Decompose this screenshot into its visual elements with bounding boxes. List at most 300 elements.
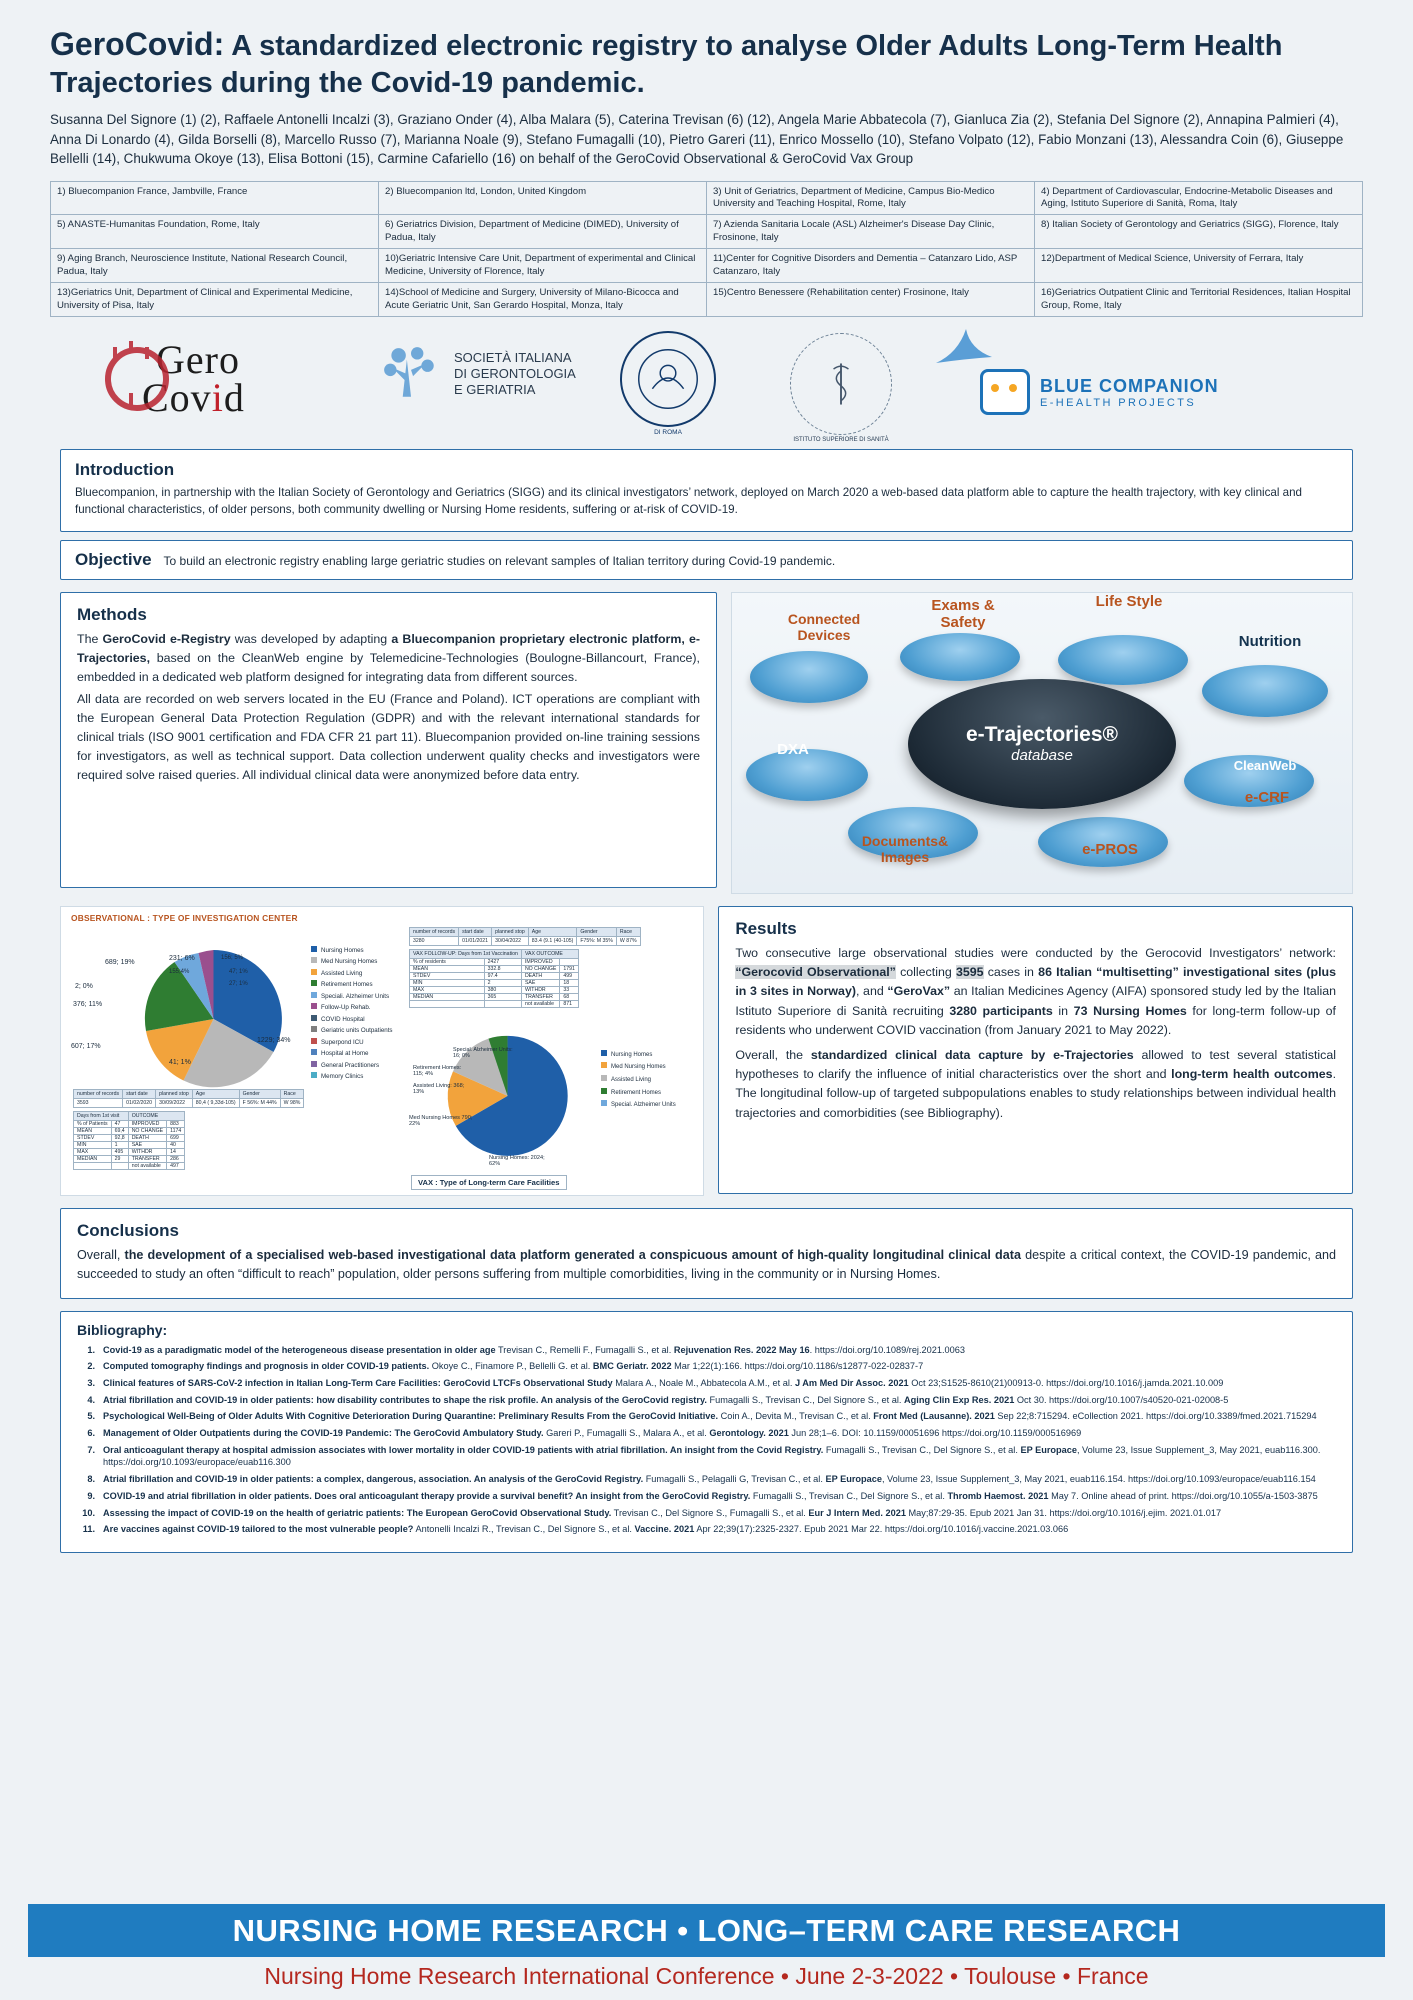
affiliation-text: Italian Society of Gerontology and Geriatrics (SIGG), Florence, Italy bbox=[1052, 219, 1339, 231]
ref-title: Management of Older Outpatients during the COVID-19 Pandemic: The GeroCovid Ambulatory Study. bbox=[103, 1428, 544, 1439]
affiliation-number: 3) bbox=[713, 185, 722, 197]
vax2-td: STDEV bbox=[410, 972, 485, 979]
vax-th: start date bbox=[459, 927, 492, 936]
vax2-td: 18 bbox=[560, 979, 579, 986]
legend-label: Geriatric units Outpatients bbox=[321, 1027, 393, 1035]
affiliation-text: Aging Branch, Neuroscience Institute, National Research Council, Padua, Italy bbox=[57, 253, 348, 277]
label-exams-safety: Exams & Safety bbox=[931, 596, 995, 632]
vax2-td bbox=[560, 958, 579, 965]
vax-pie-label-retirement: Retirement Homes: 115; 4% bbox=[413, 1064, 462, 1077]
obs2-td: 495 bbox=[111, 1148, 128, 1155]
affiliation-number: 8) bbox=[1041, 219, 1050, 231]
vax2-td: IMPROVED bbox=[521, 958, 559, 965]
ref-authors: Trevisan C., Remelli F., Fumagalli S., et al. bbox=[495, 1344, 674, 1355]
ref-detail: Sep 22;8:715294. eCollection 2021. https://doi.org/10.3389/fmed.2021.715294 bbox=[994, 1411, 1317, 1422]
legend-label: Hospital at Home bbox=[321, 1050, 369, 1058]
table-row bbox=[74, 1141, 185, 1148]
ref-journal: Vaccine. 2021 bbox=[634, 1524, 695, 1535]
vax2-td: not available bbox=[521, 1000, 559, 1007]
legend-label: Assisted Living bbox=[321, 969, 363, 977]
res-p1-a: Two consecutive large observational studies were conducted by the Gerocovid Investigators’ network: bbox=[735, 945, 1336, 960]
obs2-td: TRANSFER bbox=[128, 1155, 166, 1162]
ref-authors: Fumagalli S., Trevisan C., Del Signore S., et al. bbox=[706, 1394, 905, 1405]
vax2-td: 499 bbox=[560, 972, 579, 979]
ref-body bbox=[103, 1344, 965, 1357]
disc-connected-devices bbox=[750, 651, 868, 703]
bluecompanion-logo bbox=[980, 369, 1219, 415]
obs2-td: not available bbox=[128, 1162, 166, 1169]
ref-authors: Gareri P., Fumagalli S., Malara A., et al. bbox=[543, 1428, 710, 1439]
unicampus-caption: DI ROMA bbox=[654, 429, 682, 437]
list-item bbox=[77, 1507, 1336, 1520]
ref-number: 6. bbox=[87, 1428, 95, 1439]
ref-number: 10. bbox=[82, 1507, 95, 1518]
legend-swatch bbox=[311, 957, 317, 963]
objective-heading: Objective bbox=[75, 549, 152, 569]
covid-d: d bbox=[223, 375, 245, 421]
vax-pie-label-assisted: Assisted Living: 368; 13% bbox=[413, 1082, 465, 1095]
ref-journal: Gerontology. 2021 bbox=[709, 1428, 789, 1439]
legend-label: Med Nursing Homes bbox=[321, 958, 378, 966]
ref-journal: BMC Geriatr. 2022 bbox=[592, 1361, 672, 1372]
legend-swatch bbox=[601, 1100, 607, 1106]
observational-chart-title: OBSERVATIONAL : TYPE OF INVESTIGATION CENTER bbox=[71, 912, 298, 923]
obs2-td: MIN bbox=[74, 1141, 112, 1148]
legend-label: Retirement Homes bbox=[611, 1089, 662, 1096]
vax2-th: VAX OUTCOME bbox=[521, 949, 578, 958]
affiliation-number: 6) bbox=[385, 219, 394, 231]
res-p1-i: an Italian Medicines Agency (AIFA) sponsored study led by the Italian Istituto Superiore di Sanità recruiting bbox=[735, 984, 1336, 1018]
affiliation-text: Geriatrics Division, Department of Medicine (DIMED), University of Padua, Italy bbox=[385, 219, 679, 243]
methods-p1-a: The bbox=[77, 631, 103, 646]
res-p1-l: 73 Nursing Homes bbox=[1073, 1003, 1187, 1018]
obs-td: 01/02/2020 bbox=[123, 1098, 156, 1107]
list-item bbox=[77, 1523, 1336, 1536]
table-row bbox=[410, 993, 579, 1000]
methods-heading: Methods bbox=[77, 604, 147, 624]
legend-swatch bbox=[311, 1026, 317, 1032]
ref-title: Are vaccines against COVID-19 tailored to the most vulnerable people? bbox=[103, 1524, 414, 1535]
vax-th: planned stop bbox=[492, 927, 529, 936]
ref-number: 9. bbox=[87, 1490, 95, 1501]
obs-th: planned stop bbox=[156, 1089, 193, 1098]
obs2-td: 497 bbox=[167, 1162, 185, 1169]
vax-legend bbox=[601, 1049, 676, 1112]
introduction-heading: Introduction bbox=[75, 460, 175, 480]
res-p2-e: . The longitudinal follow-up of targeted subpopulations enables to study relationships between individual health trajectories and comorbidities (see Bibliography). bbox=[735, 1067, 1337, 1120]
res-p2-a: Overall, the bbox=[735, 1047, 811, 1062]
table-row bbox=[410, 979, 579, 986]
affiliation-text: Unit of Geriatrics, Department of Medicine, Campus Bio-Medico University and Teaching Hospital, Rome, Italy bbox=[713, 185, 995, 209]
vax2-td: WITHDR bbox=[521, 986, 559, 993]
table-row bbox=[74, 1127, 185, 1134]
affiliation-cell bbox=[51, 215, 379, 249]
pie-label-607: 607; 17% bbox=[71, 1042, 101, 1050]
legend-item bbox=[311, 945, 393, 956]
vax-data-table bbox=[409, 927, 641, 1008]
legend-item bbox=[601, 1074, 676, 1087]
obs-th: start date bbox=[123, 1089, 156, 1098]
ref-detail: May;87:29-35. Epub 2021 Jan 31. https://doi.org/10.1016/j.ejim. 2021.01.017 bbox=[905, 1507, 1222, 1518]
covid-i: i bbox=[211, 375, 224, 421]
vax2-td: 365 bbox=[484, 993, 521, 1000]
affiliation-text: Centro Benessere (Rehabilitation center) Frosinone, Italy bbox=[726, 287, 969, 299]
obs-th: number of records bbox=[74, 1089, 123, 1098]
affiliation-cell bbox=[379, 283, 707, 317]
results-paragraph-1 bbox=[735, 944, 1336, 1040]
table-row bbox=[74, 1120, 185, 1127]
ref-body bbox=[103, 1410, 1317, 1423]
obs2-td: STDEV bbox=[74, 1134, 112, 1141]
vax2-td: % of residents bbox=[410, 958, 485, 965]
ref-authors: Trevisan C., Del Signore S., Fumagalli S., et al. bbox=[611, 1507, 809, 1518]
conclusions-heading: Conclusions bbox=[77, 1220, 180, 1240]
methods-panel bbox=[60, 592, 717, 888]
obs2-td: 883 bbox=[167, 1120, 185, 1127]
obs-td: F 56%: M 44% bbox=[239, 1098, 280, 1107]
affiliation-cell bbox=[1035, 283, 1363, 317]
objective-panel bbox=[60, 540, 1353, 580]
footer-banner: NURSING HOME RESEARCH • LONG–TERM CARE RESEARCH bbox=[28, 1904, 1385, 1957]
ref-body bbox=[103, 1377, 1223, 1390]
pie-label-231: 231; 6% bbox=[169, 954, 195, 962]
obs-summary-table bbox=[73, 1089, 304, 1108]
legend-label: Memory Clinics bbox=[321, 1073, 364, 1081]
ref-body bbox=[103, 1523, 1068, 1536]
vax2-td: MEAN bbox=[410, 965, 485, 972]
sigg-line-3: E GERIATRIA bbox=[454, 382, 536, 398]
pie-label-689: 689; 19% bbox=[105, 958, 135, 966]
ref-journal: Eur J Intern Med. 2021 bbox=[808, 1507, 906, 1518]
vax2-td: 68 bbox=[560, 993, 579, 1000]
results-paragraph-2 bbox=[735, 1046, 1336, 1123]
ref-detail: , Volume 23, Issue Supplement_3, May 2021, euab116.154. https://doi.org/10.1093/europace/euab116.154 bbox=[881, 1474, 1316, 1485]
affiliation-text: Geriatric Intensive Care Unit, Department of experimental and Clinical Medicine, University of Florence, Italy bbox=[385, 253, 696, 277]
ref-number: 8. bbox=[87, 1474, 95, 1485]
ref-body bbox=[103, 1473, 1316, 1486]
affiliation-number: 7) bbox=[713, 219, 722, 231]
legend-item bbox=[311, 1014, 393, 1025]
affiliation-number: 9) bbox=[57, 253, 66, 265]
affiliation-cell bbox=[1035, 215, 1363, 249]
res-p1-h: “GeroVax” bbox=[887, 984, 951, 999]
label-connected-devices: Connected Devices bbox=[787, 610, 861, 643]
footer bbox=[28, 1904, 1385, 2000]
pie-label-41: 41; 1% bbox=[169, 1058, 191, 1066]
legend-swatch bbox=[311, 946, 317, 952]
legend-item bbox=[311, 1048, 393, 1059]
affiliation-cell bbox=[379, 215, 707, 249]
objective-body: To build an electronic registry enabling large geriatric studies on relevant samples of Italian territory during Covid-19 pandemic. bbox=[163, 553, 836, 568]
obs2-td: 40 bbox=[167, 1141, 185, 1148]
list-item bbox=[77, 1410, 1336, 1423]
ref-title: Clinical features of SARS-CoV-2 infection in Italian Long-Term Care Facilities: GeroCovid LTCFs Observational Study bbox=[103, 1378, 613, 1389]
table-row bbox=[410, 1000, 579, 1007]
methods-p1-d: a Bluecompanion proprietary electronic platform, e-Trajectories, bbox=[77, 631, 700, 665]
ref-authors: Coin A., Devita M., Trevisan C., et al. bbox=[718, 1411, 874, 1422]
unicampus-seal-icon bbox=[620, 331, 716, 427]
results-panel bbox=[718, 906, 1353, 1194]
obs2-td: 92,8 bbox=[111, 1134, 128, 1141]
unicampus-logo bbox=[620, 331, 716, 436]
obs2-td: 699 bbox=[167, 1134, 185, 1141]
legend-swatch bbox=[311, 992, 317, 998]
ref-detail: . https://doi.org/10.1089/rej.2021.0063 bbox=[809, 1344, 965, 1355]
methods-p1-c: was developed by adapting bbox=[230, 631, 392, 646]
pie-label-376: 376; 11% bbox=[73, 1000, 103, 1008]
ref-journal: Rejuvenation Res. 2022 May 16 bbox=[673, 1344, 810, 1355]
obs2-td bbox=[74, 1162, 112, 1169]
ref-body bbox=[103, 1360, 923, 1373]
ref-body bbox=[103, 1394, 1228, 1407]
vax2-td: SAE bbox=[521, 979, 559, 986]
obs2-td: 47 bbox=[111, 1120, 128, 1127]
bluecompanion-text bbox=[1040, 376, 1219, 409]
legend-label: Superpond ICU bbox=[321, 1038, 364, 1046]
vax-th: Gender bbox=[577, 927, 617, 936]
vax2-td: 380 bbox=[484, 986, 521, 993]
legend-swatch bbox=[311, 1061, 317, 1067]
affiliation-cell bbox=[707, 215, 1035, 249]
logo-strip bbox=[50, 323, 1363, 443]
affiliation-number: 11) bbox=[713, 253, 727, 265]
vax2-td: 33 bbox=[560, 986, 579, 993]
sigg-text bbox=[454, 350, 576, 399]
cov-word: Cov bbox=[142, 375, 212, 421]
vax2-td: DEATH bbox=[521, 972, 559, 979]
res-p1-b: “Gerocovid Observational” bbox=[735, 965, 896, 980]
vax-pie-label-med: Med Nursing Homes 790; 22% bbox=[409, 1114, 473, 1127]
legend-item bbox=[311, 1071, 393, 1082]
ref-journal: Aging Clin Exp Res. 2021 bbox=[904, 1394, 1015, 1405]
table-row bbox=[74, 1162, 185, 1169]
affiliation-text: Bluecompanion France, Jambville, France bbox=[68, 185, 248, 197]
conclusions-panel bbox=[60, 1208, 1353, 1299]
legend-item bbox=[311, 1002, 393, 1013]
methods-paragraph-1 bbox=[77, 630, 700, 687]
table-row bbox=[74, 1089, 304, 1098]
ref-journal: J Am Med Dir Assoc. 2021 bbox=[794, 1378, 909, 1389]
ref-title: Covid-19 as a paradigmatic model of the heterogeneous disease presentation in older age bbox=[103, 1344, 496, 1355]
affiliation-number: 13) bbox=[57, 287, 71, 299]
disc-life-style bbox=[1058, 635, 1188, 685]
list-item bbox=[77, 1394, 1336, 1407]
vax2-td bbox=[410, 1000, 485, 1007]
list-item bbox=[77, 1490, 1336, 1503]
legend-item bbox=[311, 1037, 393, 1048]
e-trajectories-subtitle: database bbox=[1011, 746, 1073, 764]
ref-number: 7. bbox=[87, 1444, 95, 1455]
pie-label-156: 156; 5% bbox=[221, 954, 244, 961]
affiliation-table bbox=[50, 181, 1363, 318]
robot-icon bbox=[980, 369, 1030, 415]
ref-authors: Malara A., Noale M., Abbatecola A.M., et al. bbox=[612, 1378, 795, 1389]
results-heading: Results bbox=[735, 918, 797, 938]
pie-label-2: 2; 0% bbox=[75, 982, 93, 990]
legend-label: Nursing Homes bbox=[321, 946, 364, 954]
table-row bbox=[410, 972, 579, 979]
pie-label-47: 47; 1% bbox=[229, 968, 248, 975]
table-row bbox=[410, 958, 579, 965]
label-dxa: DXA bbox=[777, 740, 809, 758]
ref-journal: EP Europace bbox=[1020, 1444, 1077, 1455]
ref-authors: Fumagalli S., Trevisan C., Del Signore S., et al. bbox=[823, 1444, 1021, 1455]
iss-caption: ISTITUTO SUPERIORE DI SANITÀ bbox=[793, 437, 889, 444]
affiliation-cell bbox=[379, 181, 707, 215]
ref-journal: Front Med (Lausanne). 2021 bbox=[873, 1411, 995, 1422]
ref-authors: Okoye C., Finamore P., Bellelli G. et al. bbox=[429, 1361, 593, 1372]
vax-td: 3280 bbox=[410, 936, 459, 945]
label-e-pros: e-PROS bbox=[1082, 840, 1138, 858]
e-trajectories-title: e-Trajectories® bbox=[965, 722, 1119, 746]
affiliation-text: School of Medicine and Surgery, University of Milano-Bicocca and Acute Geriatric Unit, San Gerardo Hospital, Monza, Italy bbox=[385, 287, 679, 311]
bluecompanion-tagline: E-HEALTH PROJECTS bbox=[1040, 396, 1197, 409]
affiliation-number: 15) bbox=[713, 287, 727, 299]
table-row bbox=[410, 949, 579, 958]
ref-journal: Thromb Haemost. 2021 bbox=[947, 1490, 1049, 1501]
ref-authors: Fumagalli S., Pelagalli G, Trevisan C., et al. bbox=[643, 1474, 826, 1485]
legend-swatch bbox=[601, 1050, 607, 1056]
legend-item bbox=[311, 968, 393, 979]
res-p1-e: cases in bbox=[983, 965, 1039, 980]
table-row bbox=[410, 986, 579, 993]
page-title bbox=[50, 24, 1385, 102]
ref-title: Atrial fibrillation and COVID-19 in older patients: a complex, dangerous, association. An analysis of the GeroCovid Registry. bbox=[103, 1474, 644, 1485]
obs2-td: MEDIAN bbox=[74, 1155, 112, 1162]
res-p1-k: in bbox=[1052, 1003, 1074, 1018]
obs2-td: DEATH bbox=[128, 1134, 166, 1141]
vax-td: F75%: M 35% bbox=[577, 936, 617, 945]
author-list: Susanna Del Signore (1) (2), Raffaele Antonelli Incalzi (3), Graziano Onder (4), Alba Malara (5), Caterina Trevisan (6) (12), Angela Marie Abbatecola (7), Gianluca Zia (2), Stefania Del Signore (2), Annapina Palmieri (4), Anna Di Lonardo (4), Gilda Borselli (8), Marcello Russo (7), Marianna Noale (9), Stefano Fumagalli (10), Pietro Gareri (11), Enrico Mossello (10), Stefano Volpato (12), Fabio Monzani (13), Alessandra Coin (6), Giuseppe Bellelli (14), Chukwuma Okoye (13), Elisa Bottoni (15), Carmine Cafariello (16) on behalf of the GeroCovid Observational & GeroCovid Vax Group bbox=[50, 112, 1344, 167]
label-documents-images: Documents& Images bbox=[861, 832, 949, 865]
obs2-td: WITHDR bbox=[128, 1148, 166, 1155]
obs2-td: MAX bbox=[74, 1148, 112, 1155]
vax-pie-label-special: Special. Alzheimer Units: 16; 0% bbox=[453, 1046, 513, 1059]
list-item bbox=[77, 1377, 1336, 1390]
disc-nutrition bbox=[1202, 665, 1328, 717]
obs-td: 30/09/2022 bbox=[156, 1098, 193, 1107]
vax-th: number of records bbox=[410, 927, 459, 936]
vax2-td: TRANSFER bbox=[521, 993, 559, 1000]
legend-item bbox=[311, 991, 393, 1002]
legend-swatch bbox=[311, 1038, 317, 1044]
label-nutrition: Nutrition bbox=[1238, 632, 1302, 650]
gero-word: Gero bbox=[156, 337, 240, 383]
res-p1-d: 3595 bbox=[955, 965, 984, 980]
vax2-td: 1791 bbox=[560, 965, 579, 972]
footer-conference: Nursing Home Research International Conference • June 2-3-2022 • Toulouse • France bbox=[264, 1963, 1149, 1989]
legend-swatch bbox=[311, 980, 317, 986]
vax-th: Age bbox=[528, 927, 577, 936]
affiliation-text: Bluecompanion ltd, London, United Kingdom bbox=[396, 185, 587, 197]
affiliation-cell bbox=[379, 249, 707, 283]
observational-data-table bbox=[73, 1089, 304, 1170]
bluecompanion-name: BLUE COMPANION bbox=[1040, 375, 1219, 396]
vax-td: W 87% bbox=[616, 936, 640, 945]
affiliation-cell bbox=[707, 181, 1035, 215]
obs2-td: SAE bbox=[128, 1141, 166, 1148]
affiliation-number: 1) bbox=[57, 185, 66, 197]
vax2-td: 871 bbox=[560, 1000, 579, 1007]
affiliation-number: 2) bbox=[385, 185, 394, 197]
legend-swatch bbox=[601, 1062, 607, 1068]
concl-b: the development of a specialised web-based investigational data platform generated a conspicuous amount of high-quality longitudinal clinical data bbox=[124, 1247, 1021, 1262]
ref-body bbox=[103, 1507, 1221, 1520]
iss-logo bbox=[790, 333, 892, 443]
ref-title: COVID-19 and atrial fibrillation in older patients. Does oral anticoagulant therapy provide a survival benefit? An insight from the GeroCovid Registry. bbox=[103, 1490, 751, 1501]
legend-swatch bbox=[601, 1075, 607, 1081]
results-row bbox=[60, 906, 1353, 1196]
legend-label: Follow-Up Rehab. bbox=[321, 1004, 371, 1012]
res-p2-c: allowed to test several statistical hypotheses to clarify the influence of initial characteristics over the short and bbox=[735, 1047, 1336, 1082]
vax-td: 30/04/2022 bbox=[492, 936, 529, 945]
table-row bbox=[410, 927, 641, 936]
table-row bbox=[410, 965, 579, 972]
affiliation-text: ANASTE-Humanitas Foundation, Rome, Italy bbox=[67, 219, 260, 231]
ref-detail: Jun 28;1–6. DOI: 10.1159/00051696 https://doi.org/10.1159/000516969 bbox=[788, 1428, 1082, 1439]
vax2-td: MEDIAN bbox=[410, 993, 485, 1000]
gerocovid-logo bbox=[110, 337, 330, 421]
legend-label: Nursing Homes bbox=[611, 1051, 653, 1058]
vax2-td: 332.8 bbox=[484, 965, 521, 972]
affiliation-cell bbox=[51, 283, 379, 317]
obs2-td: 1174 bbox=[167, 1127, 185, 1134]
affiliation-number: 5) bbox=[57, 219, 66, 231]
methods-row bbox=[60, 592, 1353, 894]
vax2-td: 2427 bbox=[484, 958, 521, 965]
list-item bbox=[77, 1344, 1336, 1357]
obs2-th: Days from 1st visit bbox=[74, 1111, 129, 1120]
sigg-line-2: DI GERONTOLOGIA bbox=[454, 366, 576, 382]
obs2-th: OUTCOME bbox=[128, 1111, 185, 1120]
affiliation-text: Geriatrics Unit, Department of Clinical and Experimental Medicine, University of Pisa, Italy bbox=[57, 287, 353, 311]
legend-swatch bbox=[311, 969, 317, 975]
ref-title: Assessing the impact of COVID-19 on the health of geriatric patients: The European GeroCovid Observational Study. bbox=[103, 1507, 612, 1518]
vax-th: Race bbox=[616, 927, 640, 936]
vax2-td: NO CHANGE bbox=[521, 965, 559, 972]
pie-label-27: 27; 1% bbox=[229, 980, 248, 987]
introduction-body: Bluecompanion, in partnership with the Italian Society of Gerontology and Geriatrics (SIGG) and its clinical investigators’ network, deployed on March 2020 a web-based data platform able to capture the health trajectory, with key clinical and functional characteristics, of older persons, both community dwelling or Nursing Home residents, suffering or at-risk of COVID-19. bbox=[75, 486, 1303, 517]
ref-detail: , Volume 23, Issue Supplement_3, May 2021, euab116.300. https://doi.org/10.1093/europace/euab116.300 bbox=[103, 1444, 1321, 1468]
pie-label-155: 155;4% bbox=[169, 968, 190, 975]
sigg-logo bbox=[380, 343, 576, 405]
ref-detail: Oct 30. https://doi.org/10.1007/s40520-021-02008-5 bbox=[1014, 1394, 1229, 1405]
ref-number: 4. bbox=[87, 1394, 95, 1405]
table-row bbox=[74, 1111, 185, 1120]
affiliation-number: 14) bbox=[385, 287, 399, 299]
obs-td: 80,4 ( 9,33d-105) bbox=[192, 1098, 239, 1107]
legend-item bbox=[601, 1099, 676, 1112]
list-item bbox=[77, 1473, 1336, 1486]
ref-detail: Mar 1;22(1):166. https://doi.org/10.1186/s12877-022-02837-7 bbox=[671, 1361, 924, 1372]
legend-swatch bbox=[311, 1015, 317, 1021]
table-row bbox=[51, 249, 1363, 283]
virus-icon bbox=[105, 347, 169, 411]
res-p1-m: for long-term follow-up of residents who underwent COVID vaccination (from January 2021 to May 2022). bbox=[735, 1003, 1336, 1037]
methods-paragraph-2: All data are recorded on web servers located in the EU (France and Poland). ICT operations are compliant with the European General Data Protection Regulation (GDPR) and with the relevant international standards for clinical trials (ISO 9001 certification and FDA CFR 21 part 11). Bluecompanion provided on-line training sessions for investigators, as well as technical support. Data collection underwent quality checks and investigators were required solve raised queries. All individual clinical data were anonymized before data entry. bbox=[77, 692, 700, 782]
affiliation-text: Geriatrics Outpatient Clinic and Territorial Residences, Italian Hospital Group, Rome, Italy bbox=[1041, 287, 1351, 311]
vax2-td: MAX bbox=[410, 986, 485, 993]
affiliation-cell bbox=[1035, 181, 1363, 215]
ref-body bbox=[103, 1427, 1081, 1440]
ref-number: 5. bbox=[87, 1411, 95, 1422]
affiliation-cell bbox=[1035, 249, 1363, 283]
vax2-td: 97.4 bbox=[484, 972, 521, 979]
ref-authors: Fumagalli S., Trevisan C., Del Signore S., et al. bbox=[750, 1490, 948, 1501]
legend-label: Speciali. Alzheimer Units bbox=[321, 992, 390, 1000]
obs2-td: 29 bbox=[111, 1155, 128, 1162]
obs-td: 3593 bbox=[74, 1098, 123, 1107]
